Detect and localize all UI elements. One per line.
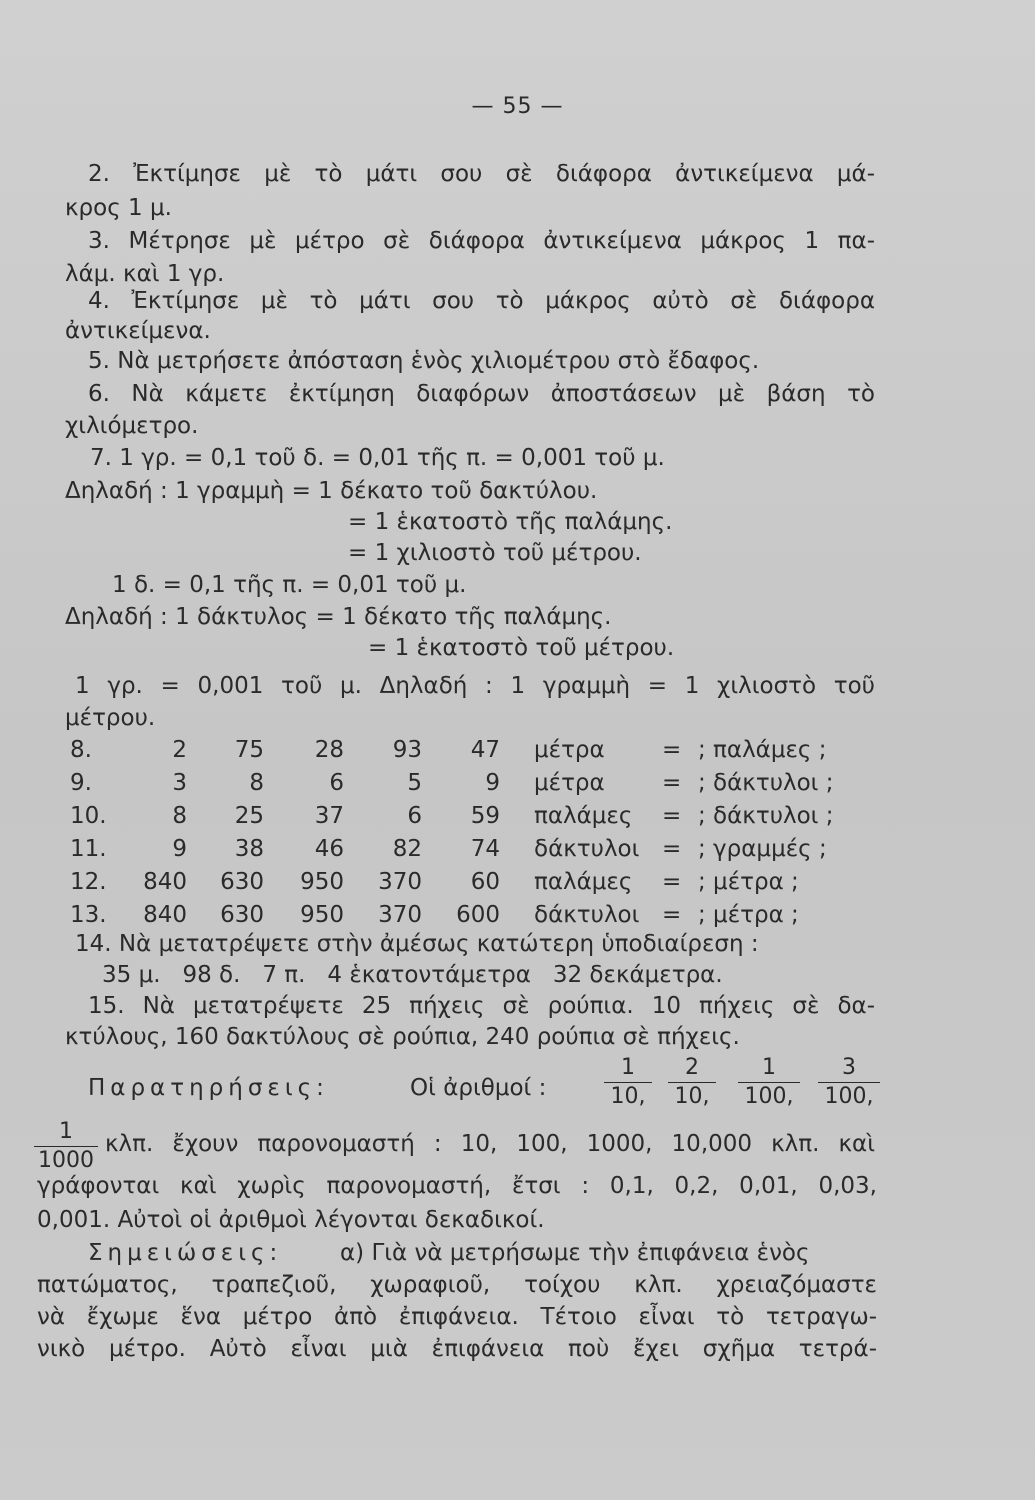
unit-cell: παλάμες (534, 868, 633, 895)
fraction (668, 1056, 716, 1109)
equals-cell: = (662, 736, 682, 763)
fraction-denominator: 10, (674, 1084, 710, 1109)
text-line: = 1 ἑκατοστὸ τῆς παλάμης. (348, 509, 673, 535)
value-cell: 28 (314, 736, 344, 763)
text-line: γράφονται καὶ χωρὶς παρονομαστή, ἔτσι : 0,1, 0,2, 0,01, 0,03, (37, 1173, 877, 1199)
target-cell: ; δάκτυλοι ; (698, 769, 834, 796)
text-line: λάμ. καὶ 1 γρ. (65, 261, 225, 287)
target-cell: ; μέτρα ; (698, 901, 799, 928)
value-cell: 38 (234, 835, 264, 862)
table-row (70, 898, 848, 931)
text-line: 5. Νὰ μετρήσετε ἀπόσταση ἑνὸς χιλιομέτρου στὸ ἔδαφος. (88, 348, 760, 374)
table-row (70, 865, 848, 898)
table-row (70, 799, 848, 832)
value-cell: 25 (234, 802, 264, 829)
text-line: 14. Νὰ μετατρέψετε στὴν ἀμέσως κατώτερη ὑποδιαίρεση : (75, 931, 759, 957)
text-line: = 1 χιλιοστὸ τοῦ μέτρου. (348, 540, 642, 566)
fraction-numerator: 1 (59, 1119, 73, 1144)
text-line: 3. Μέτρησε μὲ μέτρο σὲ διάφορα ἀντικείμενα μάκρος 1 πα- (88, 228, 875, 254)
unit-cell: δάκτυλοι (534, 901, 640, 928)
value-cell: 75 (234, 736, 264, 763)
text-line: = 1 ἑκατοστὸ τοῦ μέτρου. (368, 635, 675, 661)
target-cell: ; δάκτυλοι ; (698, 802, 834, 829)
text-line: μέτρου. (65, 705, 156, 731)
fraction-bar (818, 1082, 880, 1083)
equals-cell: = (662, 802, 682, 829)
value-cell: 2 (172, 736, 187, 763)
fraction-bar (668, 1082, 716, 1083)
fraction-bar (738, 1082, 800, 1083)
text-line: πατώματος, τραπεζιοῦ, χωραφιοῦ, τοίχου κλπ. χρειαζόμαστε (37, 1272, 877, 1298)
exercise-number: 13. (70, 901, 107, 928)
unit-cell: μέτρα (534, 736, 605, 763)
target-cell: ; παλάμες ; (698, 736, 827, 763)
value-cell: 47 (470, 736, 500, 763)
value-cell: 3 (172, 769, 187, 796)
text-line: α) Γιὰ νὰ μετρήσωμε τὴν ἐπιφάνεια ἑνὸς (340, 1240, 810, 1266)
fraction-numerator: 3 (842, 1055, 856, 1080)
value-cell: 8 (249, 769, 264, 796)
exercise-number: 8. (70, 736, 92, 763)
fraction (738, 1056, 800, 1109)
value-cell: 370 (378, 868, 422, 895)
exercise-number: 11. (70, 835, 107, 862)
text-line: Δηλαδή : 1 δάκτυλος = 1 δέκατο τῆς παλάμης. (65, 604, 612, 630)
text-line: 6. Νὰ κάμετε ἐκτίμηση διαφόρων ἀποστάσεων μὲ βάση τὸ (88, 381, 875, 407)
value-cell: 950 (300, 868, 344, 895)
notes-heading: Σημειώσεις: (88, 1240, 283, 1266)
text-line: νὰ ἔχωμε ἕνα μέτρο ἀπὸ ἐπιφάνεια. Τέτοιο εἶναι τὸ τετραγω- (37, 1304, 877, 1330)
unit-cell: παλάμες (534, 802, 633, 829)
equals-cell: = (662, 901, 682, 928)
value-cell: 6 (407, 802, 422, 829)
text-line: 2. Ἐκτίμησε μὲ τὸ μάτι σου σὲ διάφορα ἀντικείμενα μά- (88, 161, 875, 187)
value-cell: 630 (220, 868, 264, 895)
observations-heading: Παρατηρήσεις: (88, 1075, 329, 1101)
text-line: 1 δ. = 0,1 τῆς π. = 0,01 τοῦ μ. (112, 572, 467, 598)
value-cell: 840 (143, 868, 187, 895)
text-line: 7. 1 γρ. = 0,1 τοῦ δ. = 0,01 τῆς π. = 0,001 τοῦ μ. (90, 445, 665, 471)
table-row (70, 832, 848, 865)
fraction (604, 1056, 652, 1109)
value-cell: 840 (143, 901, 187, 928)
text-line: χιλιόμετρο. (65, 413, 199, 439)
value-cell: 93 (392, 736, 422, 763)
fraction-numerator: 1 (621, 1055, 635, 1080)
text-line: 35 μ. 98 δ. 7 π. 4 ἑκατοντάμετρα 32 δεκάμετρα. (102, 962, 723, 988)
equals-cell: = (662, 769, 682, 796)
value-cell: 5 (407, 769, 422, 796)
text-line: κτύλους, 160 δακτύλους σὲ ρούπια, 240 ρούπια σὲ πήχεις. (65, 1024, 740, 1050)
target-cell: ; γραμμές ; (698, 835, 827, 862)
text-line: νικὸ μέτρο. Αὐτὸ εἶναι μιὰ ἐπιφάνεια ποὺ ἔχει σχῆμα τετρά- (37, 1336, 877, 1362)
fraction (34, 1120, 98, 1173)
value-cell: 950 (300, 901, 344, 928)
value-cell: 9 (172, 835, 187, 862)
exercise-table (70, 733, 848, 931)
fraction-bar (34, 1146, 98, 1147)
target-cell: ; μέτρα ; (698, 868, 799, 895)
value-cell: 60 (470, 868, 500, 895)
fraction-denominator: 100, (824, 1084, 874, 1109)
value-cell: 9 (485, 769, 500, 796)
text-line: Δηλαδή : 1 γραμμὴ = 1 δέκατο τοῦ δακτύλου. (65, 478, 598, 504)
value-cell: 370 (378, 901, 422, 928)
unit-cell: δάκτυλοι (534, 835, 640, 862)
value-cell: 37 (314, 802, 344, 829)
fraction-numerator: 1 (762, 1055, 776, 1080)
page-number: — 55 — (471, 94, 564, 119)
text-line: Οἱ ἀριθμοί : (410, 1075, 547, 1101)
equals-cell: = (662, 835, 682, 862)
text-line: 15. Νὰ μετατρέψετε 25 πήχεις σὲ ρούπια. 10 πήχεις σὲ δα- (88, 993, 875, 1019)
fraction-bar (604, 1082, 652, 1083)
fraction (818, 1056, 880, 1109)
text-line: κρος 1 μ. (65, 195, 172, 221)
fraction-denominator: 10, (610, 1084, 646, 1109)
value-cell: 8 (172, 802, 187, 829)
fraction-denominator: 1000 (38, 1148, 94, 1173)
text-line: 1 γρ. = 0,001 τοῦ μ. Δηλαδή : 1 γραμμὴ = 1 χιλιοστὸ τοῦ (75, 673, 875, 699)
exercise-number: 10. (70, 802, 107, 829)
fraction-numerator: 2 (685, 1055, 699, 1080)
fraction-denominator: 100, (744, 1084, 794, 1109)
value-cell: 74 (470, 835, 500, 862)
value-cell: 600 (456, 901, 500, 928)
exercise-number: 9. (70, 769, 92, 796)
table-row (70, 766, 848, 799)
table-row (70, 733, 848, 766)
value-cell: 59 (470, 802, 500, 829)
value-cell: 630 (220, 901, 264, 928)
exercise-number: 12. (70, 868, 107, 895)
text-line: κλπ. ἔχουν παρονομαστή : 10, 100, 1000, 10,000 κλπ. καὶ (105, 1131, 875, 1157)
text-line: 4. Ἐκτίμησε μὲ τὸ μάτι σου τὸ μάκρος αὐτὸ σὲ διάφορα (88, 288, 875, 314)
text-line: ἀντικείμενα. (65, 318, 211, 344)
value-cell: 6 (329, 769, 344, 796)
value-cell: 82 (392, 835, 422, 862)
equals-cell: = (662, 868, 682, 895)
text-line: 0,001. Αὐτοὶ οἱ ἀριθμοὶ λέγονται δεκαδικοί. (37, 1207, 545, 1233)
value-cell: 46 (314, 835, 344, 862)
unit-cell: μέτρα (534, 769, 605, 796)
